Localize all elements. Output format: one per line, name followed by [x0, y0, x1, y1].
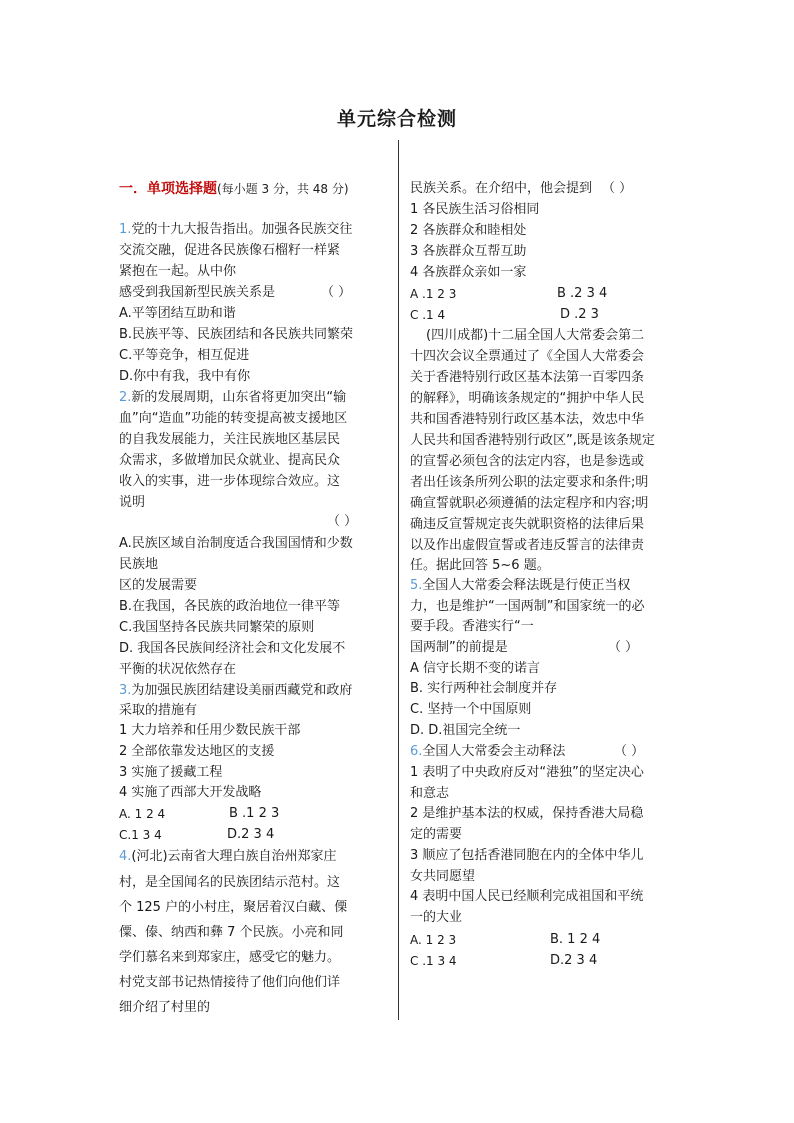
- answer-parenthesis: （ ）: [327, 514, 358, 529]
- question-number: 1.: [119, 222, 132, 237]
- list-item: 和意志: [410, 786, 450, 801]
- question-number: 5.: [410, 578, 423, 593]
- question-2-line: [119, 388, 346, 408]
- question-text: (河北)云南省大理白族自治州郑家庄: [131, 849, 337, 864]
- answer-parenthesis: （ ）: [321, 285, 352, 300]
- question-number: 2.: [119, 390, 132, 405]
- list-item: 4 表明中国人民已经顺利完成祖国和平统: [410, 889, 644, 904]
- question-text: 新的发展周期，山东省将更加突出“输: [131, 390, 347, 405]
- question-4-line: 个 125 户的小村庄，聚居着汉白藏、傈: [119, 900, 348, 915]
- option: B.民族平等、民族团结和各民族共同繁荣: [119, 327, 354, 342]
- question-5-line: 要手段。香港实行“一: [410, 619, 534, 634]
- list-item: 4 实施了西部大开发战略: [119, 785, 262, 800]
- section-title: 一．单项选择题: [119, 181, 217, 197]
- section-header: [119, 179, 349, 199]
- passage-line: 人民共和国香港特别行政区”,既是该条规定: [410, 433, 655, 448]
- list-item: 2 是维护基本法的权威，保持香港大局稳: [410, 806, 644, 821]
- question-1-line: 紧抱在一起。从中你: [119, 264, 237, 279]
- option: D .2 3: [560, 307, 599, 322]
- option: D. D.祖国完全统一: [410, 723, 521, 738]
- option: C.1 3 4: [119, 828, 162, 842]
- question-5-line: 力，也是维护“一国两制”和国家统一的必: [410, 599, 645, 614]
- list-item: 2 各族群众和睦相处: [410, 223, 527, 238]
- option: A. 1 2 3: [410, 933, 457, 947]
- question-5-line: [410, 576, 630, 596]
- option: D.2 3 4: [550, 953, 598, 968]
- list-item: 3 顺应了包括香港同胞在内的全体中华儿: [410, 848, 644, 863]
- passage-line: 确宣誓就职必须遵循的法定程序和内容;明: [410, 496, 649, 511]
- question-6-line: [410, 742, 565, 762]
- list-item: 1 表明了中央政府反对“港独”的坚定决心: [410, 765, 644, 780]
- question-1-line: 感受到我国新型民族关系是: [119, 285, 276, 300]
- section-note: (每小题 3 分，共 48 分): [217, 182, 349, 196]
- option: D. 我国各民族间经济社会和文化发展不: [119, 641, 346, 656]
- option: B. 1 2 4: [550, 932, 601, 947]
- question-2-line: 众需求，多做增加民众就业、提高民众: [119, 453, 341, 468]
- answer-parenthesis: （ ）: [608, 640, 639, 655]
- question-2-line: 说明: [119, 495, 146, 510]
- page-title: 单元综合检测: [336, 108, 457, 130]
- option: B.在我国，各民族的政治地位一律平等: [119, 599, 341, 614]
- option: D.2 3 4: [227, 827, 275, 842]
- question-4-line: [119, 847, 337, 867]
- passage-line: 者出任该条所列公职的法定要求和条件;明: [410, 475, 649, 490]
- option: C.我国坚持各民族共同繁荣的原则: [119, 620, 315, 635]
- passage-line: 的宣誓必须包含的法定内容，也是参选或: [410, 454, 645, 469]
- question-4-line: 村党支部书记热情接待了他们向他们详: [119, 975, 341, 990]
- passage-line: 共和国香港特别行政区基本法，效忠中华: [410, 412, 645, 427]
- question-4-line: 村，是全国闻名的民族团结示范村。这: [119, 875, 341, 890]
- answer-parenthesis: （ ）: [602, 181, 633, 196]
- option: A.平等团结互助和谐: [119, 306, 236, 321]
- question-4-line: 民族关系。在介绍中，他会提到: [410, 181, 593, 196]
- option: 民族地: [119, 557, 159, 572]
- list-item: 2 全部依靠发达地区的支援: [119, 744, 275, 759]
- option: C.平等竞争，相互促进: [119, 348, 250, 363]
- option: B. 实行两种社会制度并存: [410, 681, 558, 696]
- question-4-line: 僳、傣、纳西和彝 7 个民族。小亮和同: [119, 925, 344, 940]
- question-number: 6.: [410, 744, 423, 759]
- option: B .2 3 4: [557, 286, 608, 301]
- list-item: 1 各民族生活习俗相同: [410, 202, 540, 217]
- answer-parenthesis: （ ）: [614, 744, 645, 759]
- list-item: 1 大力培养和任用少数民族干部: [119, 723, 301, 738]
- option: A.民族区域自治制度适合我国国情和少数: [119, 536, 353, 551]
- list-item: 定的需要: [410, 827, 463, 842]
- option: 区的发展需要: [119, 578, 198, 593]
- list-item: 3 各族群众互帮互助: [410, 244, 527, 259]
- question-text: 全国人大常委会主动释法: [422, 744, 566, 759]
- option: A 信守长期不变的诺言: [410, 661, 541, 676]
- question-3-line: 采取的措施有: [119, 703, 198, 718]
- question-5-line: 国两制”的前提是: [410, 640, 508, 655]
- passage-line: 的解释》，明确该条规定的“拥护中华人民: [410, 391, 645, 406]
- question-2-line: 的自我发展能力，关注民族地区基层民: [119, 432, 341, 447]
- passage-line: 十四次会议全票通过了《全国人大常委会: [410, 349, 645, 364]
- option: C. 坚持一个中国原则: [410, 702, 532, 717]
- question-text: 全国人大常委会释法既是行使正当权: [422, 578, 631, 593]
- question-2-line: 收入的实事，进一步体现综合效应。这: [119, 474, 341, 489]
- list-item: 一的大业: [410, 910, 463, 925]
- list-item: 3 实施了援藏工程: [119, 765, 223, 780]
- question-text: 党的十九大报告指出。加强各民族交往: [131, 222, 353, 237]
- option: 平衡的状况依然存在: [119, 662, 237, 677]
- question-1-line: [119, 220, 352, 240]
- question-text: 为加强民族团结建设美丽西藏党和政府: [131, 683, 353, 698]
- option: A .1 2 3: [410, 287, 457, 301]
- question-3-line: [119, 681, 352, 701]
- question-4-line: 细介绍了村里的: [119, 1000, 211, 1015]
- question-4-line: 学们慕名来到郑家庄，感受它的魅力。: [119, 950, 341, 965]
- passage-line: 关于香港特别行政区基本法第一百零四条: [410, 370, 645, 385]
- list-item: 4 各族群众亲如一家: [410, 265, 527, 280]
- option: B .1 2 3: [229, 806, 280, 821]
- passage-line: 以及作出虚假宣誓或者违反誓言的法律责: [410, 538, 645, 553]
- question-1-line: 交流交融，促进各民族像石榴籽一样紧: [119, 243, 341, 258]
- passage-line: 确违反宣誓规定丧失就职资格的法律后果: [410, 517, 645, 532]
- question-number: 4.: [119, 849, 132, 864]
- passage-line: 任。据此回答 5~6 题。: [410, 558, 550, 573]
- passage-line: (四川成都)十二届全国人大常委会第二: [426, 328, 645, 343]
- option: A. 1 2 4: [119, 807, 166, 821]
- column-divider: [398, 140, 399, 1020]
- option: D.你中有我，我中有你: [119, 369, 251, 384]
- list-item: 女共同愿望: [410, 869, 476, 884]
- option: C .1 4: [410, 308, 446, 322]
- question-number: 3.: [119, 683, 132, 698]
- option: C .1 3 4: [410, 954, 457, 968]
- question-2-line: 血”向“造血”功能的转变提高被支援地区: [119, 411, 348, 426]
